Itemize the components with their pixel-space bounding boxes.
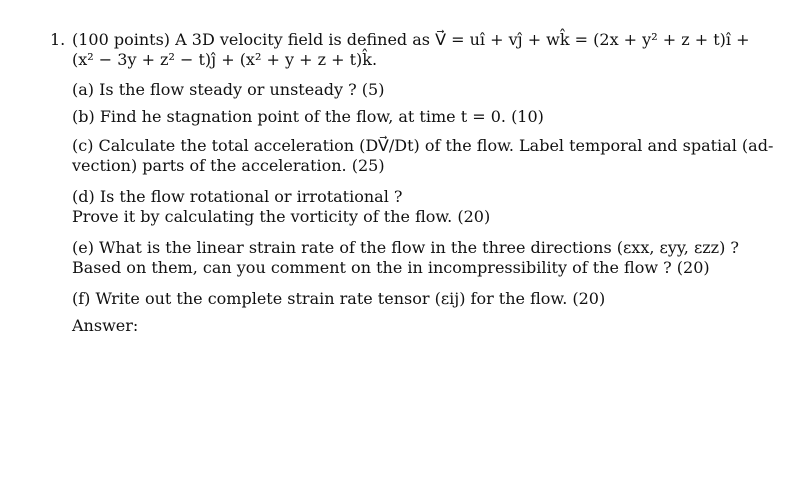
question-intro-line-1: (100 points) A 3D velocity field is defined as V⃗ = uî + vĵ + wk̂ = (2x + y² + z + t)î + <box>72 30 750 49</box>
part-d <box>72 187 752 227</box>
part-b-text: (b) Find he stagnation point of the flow, at time t = 0. (10) <box>72 107 544 126</box>
part-e-line-2: Based on them, can you comment on the in incompressibility of the flow ? (20) <box>72 258 710 277</box>
part-e-line-1: (e) What is the linear strain rate of the flow in the three directions (εxx, εyy, εzz) ? <box>72 238 739 257</box>
question-intro <box>72 30 752 70</box>
answer-label: Answer: <box>72 316 139 335</box>
part-f <box>72 289 752 309</box>
part-e <box>72 238 752 278</box>
question-intro-line-2: (x² − 3y + z² − t)ĵ + (x² + y + z + t)k̂. <box>72 50 378 69</box>
part-c <box>72 136 774 176</box>
answer-section <box>72 316 752 336</box>
question-number: 1. <box>50 30 66 49</box>
part-c-line-2: vection) parts of the acceleration. (25) <box>72 156 385 175</box>
part-a-text: (a) Is the flow steady or unsteady ? (5) <box>72 80 385 99</box>
part-d-line-2: Prove it by calculating the vorticity of the flow. (20) <box>72 207 491 226</box>
part-d-line-1: (d) Is the flow rotational or irrotational ? <box>72 187 403 206</box>
part-b <box>72 107 752 127</box>
part-c-line-1: (c) Calculate the total acceleration (DV⃗/Dt) of the flow. Label temporal and spatial (ad- <box>72 136 774 155</box>
part-a <box>72 80 752 100</box>
part-f-text: (f) Write out the complete strain rate tensor (εij) for the flow. (20) <box>72 289 606 308</box>
